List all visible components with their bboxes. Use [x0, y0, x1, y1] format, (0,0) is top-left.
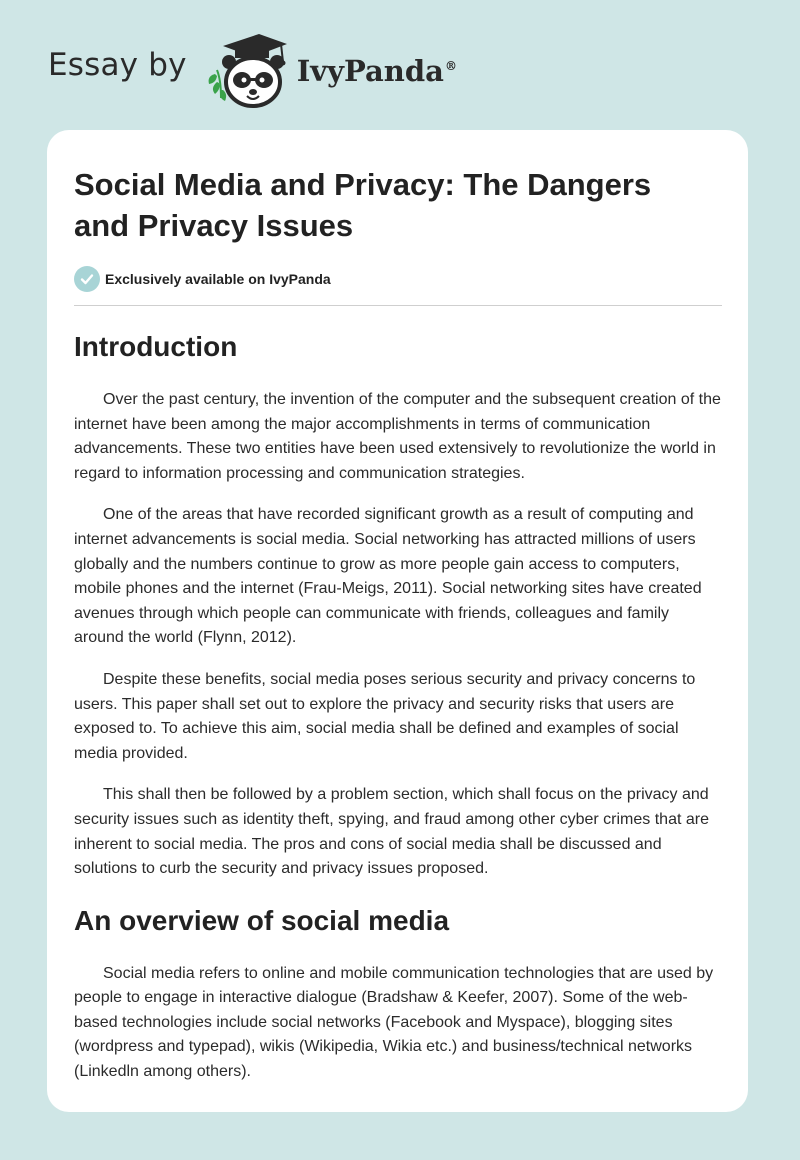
section-heading-overview: An overview of social media	[74, 904, 450, 936]
ivypanda-logo[interactable]	[201, 30, 457, 110]
essay-card	[47, 130, 748, 1112]
section-heading-introduction: Introduction	[74, 331, 238, 362]
brand-name: IvyPanda®	[296, 54, 457, 88]
check-circle-icon	[74, 266, 100, 292]
paragraph: Over the past century, the invention of the computer and the subsequent creation of the internet have been among the major accomplishments in terms of communication advancements. These two entities have been used extensively to revolutionize the world in regard to information processing and communication strategies.	[74, 391, 721, 482]
paragraph: Social media refers to online and mobile communication technologies that are used by people to engage in interactive dialogue (Bradshaw & Keefer, 2007). Some of the web-based technologies include social networks (Facebook and Myspace), blogging sites (wordpress and typepad), wikis (Wikipedia, Wikia etc.) and business/technical networks (Linkedln among others).	[74, 964, 714, 1081]
paragraph: This shall then be followed by a problem section, which shall focus on the privacy and security issues such as identity theft, spying, and fraud among other cyber crimes that are inherent to social media. The pros and cons of social media shall be discussed and solutions to curb the security and privacy issues proposed.	[74, 786, 709, 878]
essay-by-label: Essay by	[48, 47, 187, 83]
essay-title: Social Media and Privacy: The Dangers and Privacy Issues	[74, 167, 652, 243]
site-header	[48, 30, 457, 110]
exclusive-badge	[74, 265, 722, 293]
title-divider	[74, 305, 722, 306]
paragraph: One of the areas that have recorded significant growth as a result of computing and internet advancements is social media. Social networking has attracted millions of users globally and the numbers continue to grow as more people gain access to computers, mobile phones and the internet (Frau-Meigs, 2011). Social networking sites have created avenues through which people can communicate with friends, colleagues and family around the world (Flynn, 2012).	[74, 506, 702, 647]
exclusive-badge-label: Exclusively available on IvyPanda	[105, 271, 331, 287]
panda-mascot-icon	[201, 30, 291, 110]
paragraph: Despite these benefits, social media poses serious security and privacy concerns to users. This paper shall set out to explore the privacy and security risks that users are exposed to. To achieve this aim, social media shall be defined and examples of social media provided.	[74, 670, 696, 762]
